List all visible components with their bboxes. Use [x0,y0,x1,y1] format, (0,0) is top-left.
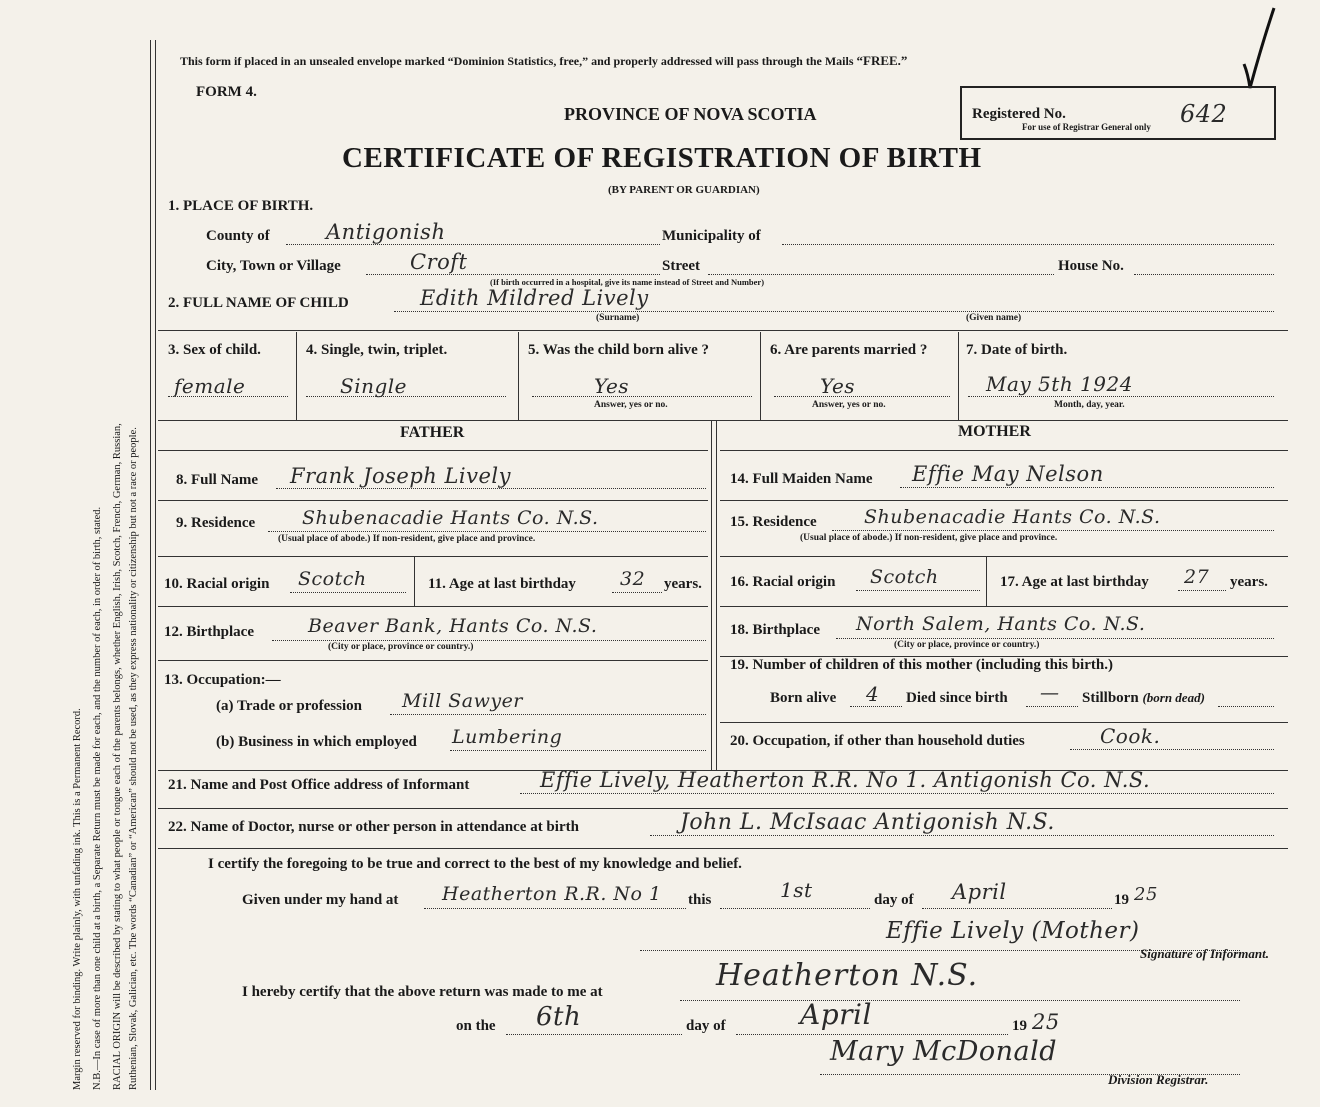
sex-value: female [174,374,246,398]
mother-residence-line [832,530,1274,531]
given-day-line [720,908,870,909]
father-trade-value: Mill Sawyer [402,690,523,712]
check-mark-icon [1240,4,1280,94]
stillborn-label: Stillborn (born dead) [1082,690,1205,706]
col-divider [986,556,987,606]
father-business-label: (b) Business in which employed [216,734,417,750]
mother-occupation-value: Cook. [1100,724,1161,748]
given-place-line [424,908,686,909]
margin-border-line-inner [155,40,156,1090]
mother-racial-value: Scotch [870,566,939,588]
stillborn-line [1218,706,1274,707]
registrar-day-value: 6th [536,1002,582,1032]
col-divider [296,332,297,420]
father-birthplace-label: 12. Birthplace [164,624,254,640]
father-racial-value: Scotch [298,568,367,590]
died-since-label: Died since birth [906,690,1008,706]
father-heading: FATHER [400,424,465,441]
registrar-place-line [680,1000,1240,1001]
given-year-value: 25 [1134,884,1158,905]
given-place-value: Heatherton R.R. No 1 [442,883,662,905]
city-line [366,274,660,275]
given-day-of-label: day of [874,892,914,908]
informant-label: 21. Name and Post Office address of Informant [168,777,470,793]
father-racial-label: 10. Racial origin [164,576,270,592]
father-age-value: 32 [620,568,646,590]
father-age-line [612,592,662,593]
registered-value: 642 [1180,100,1228,128]
row-divider [720,722,1288,723]
row-divider [158,808,1288,809]
registrar-month-line [736,1034,1008,1035]
born-alive-line [850,706,902,707]
father-residence-label: 9. Residence [176,515,256,531]
hospital-note: (If birth occurred in a hospital, give its name instead of Street and Number) [490,277,765,287]
born-alive-label: Born alive [770,690,837,706]
mother-name-value: Effie May Nelson [912,462,1104,486]
surname-note: (Surname) [596,313,640,323]
mother-name-label: 14. Full Maiden Name [730,471,873,487]
mother-children-label: 19. Number of children of this mother (including this birth.) [730,657,1113,673]
father-business-value: Lumbering [452,726,563,748]
parents-divider-inner [716,420,717,770]
father-birthplace-value: Beaver Bank, Hants Co. N.S. [308,615,598,637]
col-divider [958,332,959,420]
given-day-value: 1st [780,878,813,902]
row-divider [158,606,708,607]
sex-label: 3. Sex of child. [168,342,261,358]
given-name-note: (Given name) [966,313,1022,323]
informant-signature: Effie Lively (Mother) [886,918,1140,944]
margin-note-2: N.B.—In case of more than one child at a birth, a Separate Return must be made for each, and the number of each, in order of birth, stated. [92,506,103,1090]
row-divider [720,500,1288,501]
mother-age-line [1178,590,1226,591]
alive-label: 5. Was the child born alive ? [528,342,709,358]
division-registrar-label: Division Registrar. [1108,1072,1209,1087]
registrar-place-value: Heatherton N.S. [716,958,979,993]
mother-birthplace-line [836,638,1274,639]
married-note: Answer, yes or no. [812,400,886,410]
house-line [1134,274,1274,275]
row-divider [158,420,1288,421]
certificate-subtitle: (BY PARENT OR GUARDIAN) [608,184,760,196]
father-business-line [450,750,706,751]
father-age-label: 11. Age at last birthday [428,576,576,592]
given-month-line [922,908,1112,909]
father-occupation-label: 13. Occupation:— [164,672,281,688]
registrar-year-value: 25 [1032,1010,1060,1034]
father-trade-line [390,714,706,715]
mother-birthplace-note: (City or place, province or country.) [894,640,1040,650]
county-line [286,244,660,245]
row-divider [720,556,1288,557]
registrar-signature: Mary McDonald [830,1036,1058,1067]
province-heading: PROVINCE OF NOVA SCOTIA [564,104,817,124]
single-label: 4. Single, twin, triplet. [306,342,448,358]
registered-note: For use of Registrar General only [1022,122,1151,132]
date-note: Month, day, year. [1054,400,1125,410]
row-divider-top [158,330,1288,331]
father-years-label: years. [664,576,702,592]
col-divider [760,332,761,420]
alive-value: Yes [594,374,630,398]
given-year-prefix: 19 [1114,892,1129,908]
street-line [708,274,1054,275]
married-value: Yes [820,374,856,398]
margin-note-3: RACIAL ORIGIN will be described by stating to what people or tongue each of the parents belongs, whether English, Irish, Scotch, French, German, Russian, [112,423,123,1090]
margin-note-4: Ruthenian, Slovak, Galician, etc. The words “Canadian” or “American” should not be used, as they express nationality or citizenship but not a race or people. [128,427,139,1090]
place-of-birth-label: 1. PLACE OF BIRTH. [168,198,314,214]
mail-notice: This form if placed in an unsealed envelope marked “Dominion Statistics, free,” and properly addressed will pass through the Mails “FREE.” [180,53,908,68]
mother-birthplace-label: 18. Birthplace [730,622,820,638]
municipality-line [782,244,1274,245]
city-value: Croft [410,250,468,274]
city-label: City, Town or Village [206,258,341,274]
registered-label: Registered No. [972,106,1066,122]
mother-years-label: years. [1230,574,1268,590]
mother-occupation-label: 20. Occupation, if other than household duties [730,733,1025,749]
parents-divider [711,420,712,770]
given-under-label: Given under my hand at [242,892,399,908]
informant-line [520,793,1274,794]
mother-birthplace-value: North Salem, Hants Co. N.S. [856,613,1146,635]
given-month-value: April [952,880,1007,904]
father-residence-line [268,531,706,532]
date-line [968,396,1274,397]
married-label: 6. Are parents married ? [770,342,928,358]
mother-age-label: 17. Age at last birthday [1000,574,1149,590]
died-since-line [1026,706,1078,707]
doctor-value: John L. McIsaac Antigonish N.S. [680,810,1055,835]
street-label: Street [662,258,701,274]
on-the-label: on the [456,1018,496,1034]
alive-line [532,396,752,397]
mother-racial-line [856,590,980,591]
father-name-label: 8. Full Name [176,472,259,488]
child-name-line [394,311,1274,312]
registered-number-box [960,86,1276,140]
mother-heading: MOTHER [958,423,1031,440]
registrar-statement: I hereby certify that the above return was made to me at [242,984,603,1000]
municipality-label: Municipality of [662,228,761,244]
mother-age-value: 27 [1184,566,1210,588]
county-label: County of [206,228,270,244]
father-birthplace-note: (City or place, province or country.) [328,642,474,652]
registrar-day-of-label: day of [686,1018,726,1034]
father-trade-label: (a) Trade or profession [216,698,362,714]
date-label: 7. Date of birth. [966,342,1068,358]
col-divider [414,556,415,606]
born-alive-value: 4 [866,682,880,706]
row-divider [720,606,1288,607]
doctor-line [650,835,1274,836]
registrar-year-prefix: 19 [1012,1018,1027,1034]
mother-name-line [900,487,1274,488]
margin-note-1: Margin reserved for binding. Write plainly, with unfading ink. This is a Permanent Record. [72,708,83,1090]
mother-residence-note: (Usual place of abode.) If non-resident, give place and province. [800,533,1058,543]
father-residence-note: (Usual place of abode.) If non-resident, give place and province. [278,534,536,544]
signature-label: Signature of Informant. [1140,946,1269,961]
form-number: FORM 4. [196,84,257,100]
father-racial-line [290,592,406,593]
mother-racial-label: 16. Racial origin [730,574,836,590]
mother-residence-label: 15. Residence [730,514,817,530]
margin-notes [0,40,150,1100]
margin-border-line [150,40,151,1090]
row-divider [720,450,1288,451]
child-name-label: 2. FULL NAME OF CHILD [168,295,349,311]
doctor-label: 22. Name of Doctor, nurse or other person in attendance at birth [168,819,579,835]
father-name-line [276,488,706,489]
mother-residence-value: Shubenacadie Hants Co. N.S. [864,506,1161,528]
row-divider [158,848,1288,849]
certification-statement: I certify the foregoing to be true and correct to the best of my knowledge and belief. [208,856,742,872]
col-divider [518,332,519,420]
married-line [774,396,950,397]
registrar-day-line [506,1034,682,1035]
row-divider [158,500,708,501]
died-since-value: — [1040,682,1060,704]
alive-note: Answer, yes or no. [594,400,668,410]
registrar-month-value: April [800,998,872,1031]
child-name-value: Edith Mildred Lively [420,286,649,310]
father-birthplace-line [272,640,706,641]
row-divider [158,450,708,451]
row-divider [158,660,708,661]
single-value: Single [340,374,408,398]
mother-occupation-line [1070,749,1274,750]
informant-value: Effie Lively, Heatherton R.R. No 1. Antigonish Co. N.S. [540,768,1151,792]
county-value: Antigonish [326,220,446,244]
father-residence-value: Shubenacadie Hants Co. N.S. [302,507,599,529]
certificate-title: CERTIFICATE OF REGISTRATION OF BIRTH [342,142,982,174]
father-name-value: Frank Joseph Lively [290,464,511,488]
this-label: this [688,892,712,908]
row-divider [158,556,708,557]
date-value: May 5th 1924 [986,372,1133,396]
house-label: House No. [1058,258,1124,274]
